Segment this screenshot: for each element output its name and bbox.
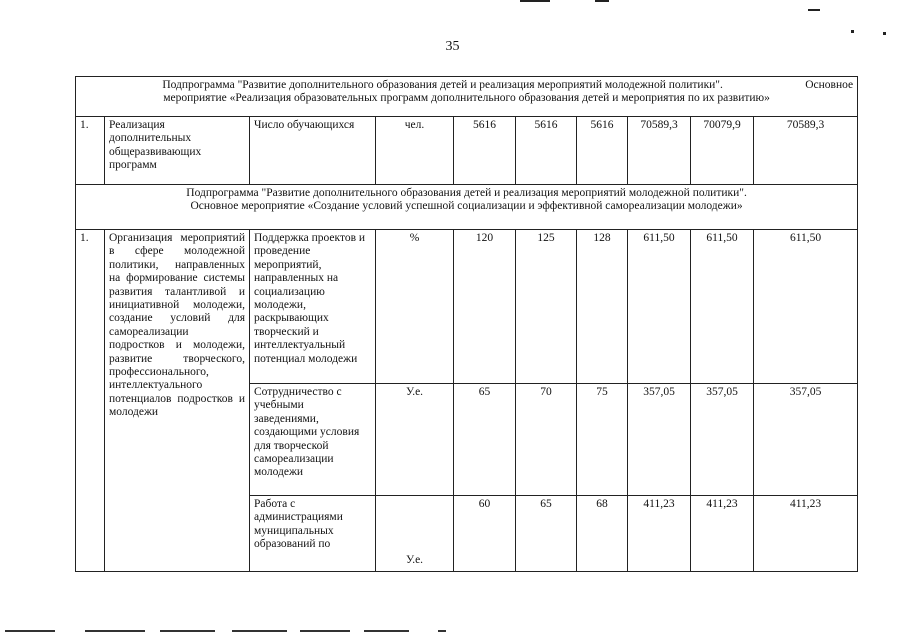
footer-dash [85,630,145,632]
section1-header-row [76,77,858,117]
funding-year-1: 411,23 [628,496,691,572]
value-year-3: 75 [577,384,628,496]
section2-subprogram: Подпрограмма "Развитие дополнительного образования детей и реализация мероприятий молодежной политики". [186,187,747,199]
section2-main-event: Основное мероприятие «Создание условий успешной социализации и эффективной самореализации молодежи» [190,200,743,213]
funding-year-2: 70079,9 [691,117,754,185]
value-year-1: 60 [454,496,516,572]
section2-header-row [76,185,858,230]
funding-year-2: 611,50 [691,230,754,384]
unit: У.е. [376,384,454,496]
value-year-1: 5616 [454,117,516,185]
event-name: Реализация дополнительных общеразвивающих программ [105,117,250,185]
unit: чел. [376,117,454,185]
unit: У.е. [376,496,454,572]
value-year-1: 120 [454,230,516,384]
row-number: 1. [76,230,105,572]
funding-year-2: 357,05 [691,384,754,496]
indicator-name: Число обучающихся [250,117,376,185]
scan-mark-top [595,0,609,2]
funding-year-2: 411,23 [691,496,754,572]
footer-dash [5,630,55,632]
row-number: 1. [76,117,105,185]
funding-year-3: 357,05 [754,384,858,496]
section1-subprogram: Подпрограмма "Развитие дополнительного образования детей и реализация мероприятий молодежной политики". [162,79,723,91]
table-row [76,230,858,384]
section2-header [76,185,858,230]
footer-dash [300,630,350,632]
unit: % [376,230,454,384]
value-year-2: 125 [516,230,577,384]
indicator-name: Поддержка проектов и проведение мероприятий, направленных на социализацию молодежи, раскрывающих творческий и интеллектуальный потенциал молодежи [250,230,376,384]
funding-year-1: 611,50 [628,230,691,384]
section1-main-event: мероприятие «Реализация образовательных программ дополнительного образования детей и мероприятия по их развитию» [163,92,770,105]
event-name: Организация мероприятий в сфере молодежной политики, направленных на формирование системы развития талантливой и инициативной молодежи, создание условий для самореализации подростков и молодежи, развитие творческого, профессионального, интеллектуального потенциалов подростков и молодежи [105,230,250,572]
value-year-3: 68 [577,496,628,572]
program-table [75,76,858,572]
value-year-3: 5616 [577,117,628,185]
value-year-3: 128 [577,230,628,384]
value-year-2: 65 [516,496,577,572]
scan-mark-top [808,9,820,11]
page-number: 35 [445,39,460,54]
value-year-2: 70 [516,384,577,496]
indicator-name: Сотрудничество с учебными заведениями, создающими условия для творческой самореализации молодежи [250,384,376,496]
footer-dash [364,630,409,632]
scan-mark-dot [851,30,854,33]
funding-year-1: 357,05 [628,384,691,496]
footer-dash [438,630,446,632]
table-row [76,117,858,185]
value-year-1: 65 [454,384,516,496]
footer-dash [232,630,287,632]
funding-year-3: 70589,3 [754,117,858,185]
section1-header [76,77,858,117]
funding-year-3: 411,23 [754,496,858,572]
funding-year-1: 70589,3 [628,117,691,185]
footer-dash [160,630,215,632]
scan-mark-top [520,0,550,2]
funding-year-3: 611,50 [754,230,858,384]
value-year-2: 5616 [516,117,577,185]
indicator-name: Работа с администрациями муниципальных образований по [250,496,376,572]
scan-mark-dot [883,32,886,35]
section1-main-event-label: Основное [805,79,854,91]
